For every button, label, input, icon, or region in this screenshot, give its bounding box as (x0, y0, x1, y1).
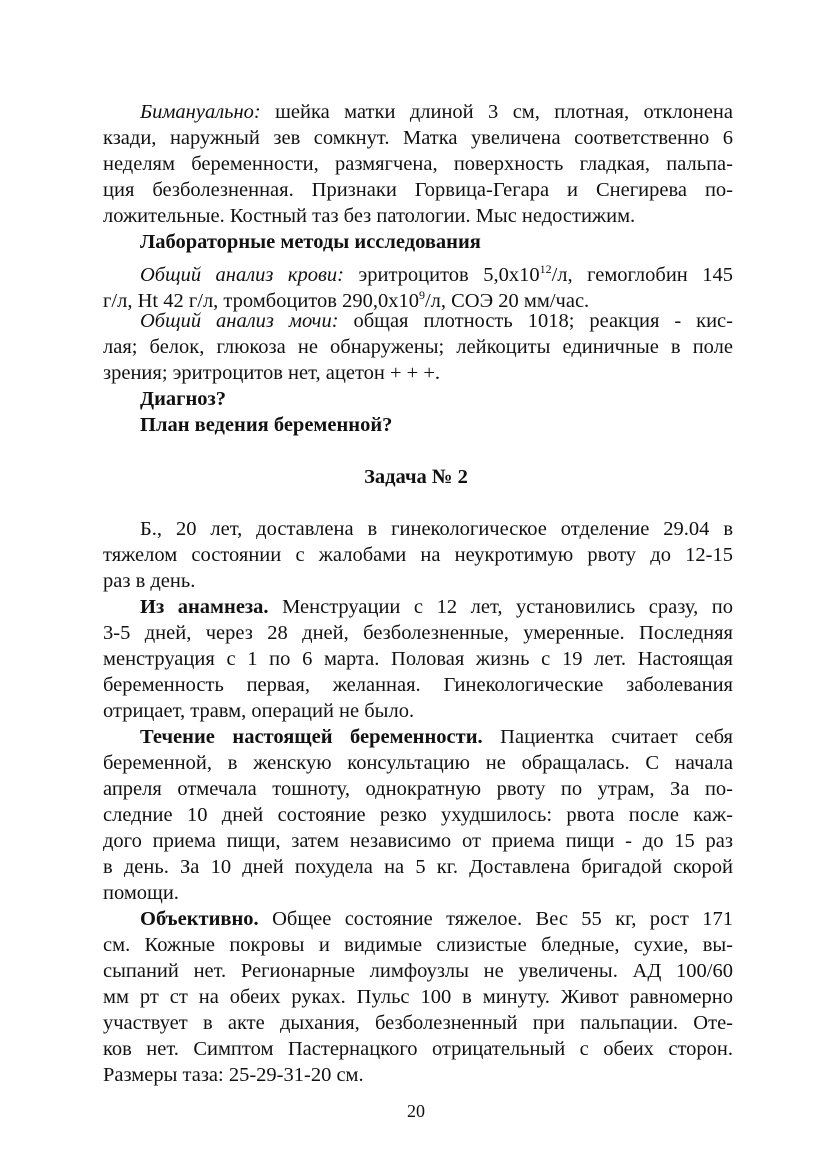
objective-label: Объективно. (140, 908, 259, 930)
text-line: тяжелом состоянии с жалобами на неукротимую рвоту до 12-15 (103, 544, 733, 566)
exponent: 12 (539, 262, 552, 276)
question-diagnosis: Диагноз? (140, 388, 227, 410)
text-line: менструация с 1 по 6 марта. Половая жизнь с 19 лет. Настоящая (103, 648, 733, 670)
text-span: общая плотность 1018; реакция - кис- (338, 310, 733, 332)
text-line: в день. За 10 дней похудела на 5 кг. Доставлена бригадой скорой (103, 856, 733, 878)
text-span: Пациентка считает себя (482, 726, 733, 748)
text-span: г/л, Ht 42 г/л, тромбоцитов 290,0х10 (103, 289, 419, 312)
text-line: зрения; эритроцитов нет, ацетон + + +. (103, 362, 441, 384)
text-span: Менструации с 12 лет, установились сразу, по (268, 596, 733, 618)
text-line: дого приема пищи, затем независимо от приема пищи - до 15 раз (103, 830, 733, 852)
text-span: эритроцитов 5,0х10 (343, 263, 540, 286)
text-line: неделям беременности, размягчена, поверхность гладкая, пальпа- (103, 153, 733, 175)
text-line: раз в день. (103, 570, 196, 592)
text-span: /л, гемоглобин 145 (551, 263, 733, 286)
anamnesis-line (140, 594, 733, 620)
text-span: /л, СОЭ 20 мм/час. (424, 289, 590, 312)
bimanual-label: Бимануально: (140, 101, 261, 123)
text-line: 3-5 дней, через 28 дней, безболезненные, умеренные. Последняя (103, 622, 733, 644)
text-line: ков нет. Симптом Пастернацкого отрицательный с обеих сторон. (103, 1038, 733, 1060)
lab-heading: Лабораторные методы исследования (140, 231, 481, 253)
page-number: 20 (407, 1101, 425, 1121)
anamnesis-label: Из анамнеза. (140, 596, 269, 618)
text-line: Б., 20 лет, доставлена в гинекологическое отделение 29.04 в (140, 518, 733, 540)
exponent: 9 (418, 288, 425, 302)
text-span: Общее состояние тяжелое. Вес 55 кг, рост 171 (258, 908, 733, 930)
text-line: Размеры таза: 25-29-31-20 см. (103, 1064, 364, 1086)
course-label: Течение настоящей беременности. (140, 726, 483, 748)
text-line: следние 10 дней состояние резко ухудшилось: рвота после каж- (103, 804, 733, 826)
text-line: ция безболезненная. Признаки Горвица-Гегара и Снегирева по- (103, 179, 733, 201)
text-line: кзади, наружный зев сомкнут. Матка увеличена соответственно 6 (103, 127, 733, 149)
question-plan: План ведения беременной? (140, 414, 393, 436)
text-line: апреля отмечала тошноту, однократную рвоту по утрам, За по- (103, 778, 733, 800)
text-line: участвует в акте дыхания, безболезненный при пальпации. Оте- (103, 1012, 733, 1034)
text-line: помощи. (103, 882, 179, 904)
course-line (140, 724, 733, 750)
text-line: сыпаний нет. Регионарные лимфоузлы не увеличены. АД 100/60 (103, 960, 733, 982)
text-line: см. Кожные покровы и видимые слизистые бледные, сухие, вы- (103, 934, 733, 956)
bimanual-line (140, 99, 733, 125)
urine-line (140, 308, 733, 334)
text-line: беременность первая, желанная. Гинекологические заболевания (103, 674, 733, 696)
objective-line (140, 906, 733, 932)
urine-label: Общий анализ мочи: (140, 310, 339, 332)
text-line: мм рт ст на обеих руках. Пульс 100 в минуту. Живот равномерно (103, 986, 733, 1008)
text-line: лая; белок, глюкоза не обнаружены; лейкоциты единичные в поле (103, 336, 733, 358)
text-line: беременной, в женскую консультацию не обращалась. С начала (103, 752, 733, 774)
text-line: отрицает, травм, операций не было. (103, 700, 415, 722)
task-title: Задача № 2 (364, 466, 468, 488)
text-line: ложительные. Костный таз без патологии. Мыс недостижим. (103, 205, 636, 227)
text-span: шейка матки длиной 3 см, плотная, отклонена (260, 101, 733, 123)
blood-label: Общий анализ крови: (140, 263, 344, 286)
